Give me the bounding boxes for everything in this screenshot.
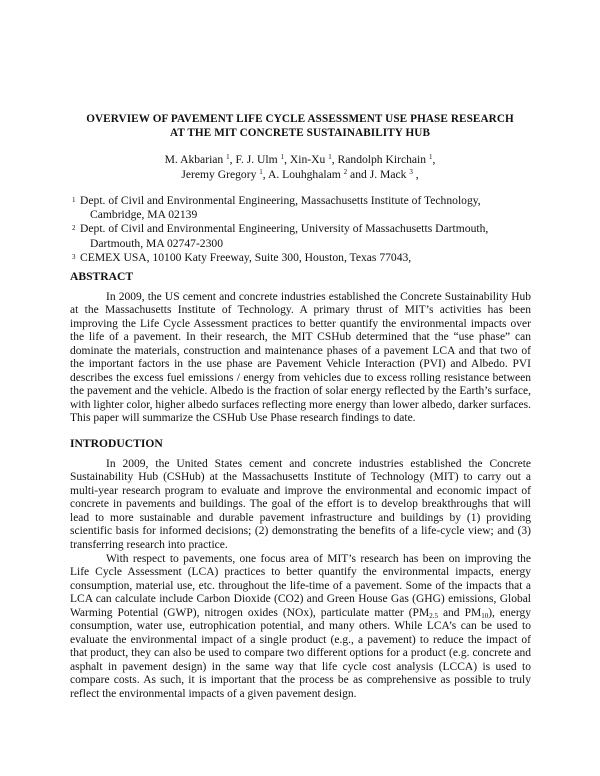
author-list	[70, 153, 530, 182]
author-name: Jeremy Gregory	[181, 167, 257, 181]
paragraph-text: With respect to pavements, one focus area of MIT’s research has been on improving the Life Cycle Assessment (LCA) practices to better quantify the environmental impacts, energy consumption, material use, etc. throughout the life-time of a pavement. Some of the impacts that a LCA can calculate include Carbon Dioxide (CO2) and Green House Gas (GHG) emissions, Global Warming Potential (GWP), nitrogen oxides (NOx), particulate matter (PM	[70, 553, 531, 619]
affiliation-text: CEMEX USA, 10100 Katy Freeway, Suite 300, Houston, Texas 77043,	[80, 250, 412, 264]
introduction-paragraph-1: In 2009, the United States cement and concrete industries established the Concrete Sustainability Hub (CSHub) at the Massachusetts Institute of Technology (MIT) to carry out a multi-year research program to evaluate and improve the environmental and economic impact of concrete in pavements and buildings. The goal of the effort is to develop breakthroughs that will lead to more sustainable and durable pavement infrastructure and buildings by (1) providing scientific basis for informed decisions; (2) demonstrating the benefits of a life-cycle view; and (3) transferring research into practice.	[70, 458, 531, 551]
author-name: A. Louhghalam	[267, 167, 341, 181]
affiliation-2: 2 Dept. of Civil and Environmental Engineering, University of Massachusetts Dartmouth, Dartmouth, MA 02747-2300	[70, 222, 540, 250]
author-name: Xin-Xu	[289, 153, 326, 166]
affiliation-address: Cambridge, MA 02139	[90, 208, 198, 222]
author-name: Randolph Kirchain	[337, 153, 427, 166]
author-affiliation-mark: 1	[428, 153, 433, 161]
author-separator: ,	[262, 167, 268, 181]
author-name: M. Akbarian	[164, 153, 224, 166]
author-name: J. Mack	[369, 167, 407, 181]
author-affiliation-mark: 1	[259, 167, 263, 176]
affiliation-text: Dept. of Civil and Environmental Engineering, University of Massachusetts Dartmouth,	[80, 222, 489, 236]
introduction-paragraph-2	[70, 553, 531, 701]
author-separator: ,	[432, 153, 436, 166]
title-line-1: OVERVIEW OF PAVEMENT LIFE CYCLE ASSESSMENT USE PHASE RESEARCH	[86, 113, 514, 125]
pm25-subscript: 2.5	[429, 611, 438, 620]
introduction-heading: INTRODUCTION	[70, 437, 163, 450]
author-affiliation-mark: 1	[280, 153, 285, 161]
abstract-paragraph: In 2009, the US cement and concrete industries established the Concrete Sustainability Hub at the Massachusetts Institute of Technology. A primary thrust of MIT’s activities has been improving the Life Cycle Assessment practices to better quantify the environmental impacts over the life of a pavement. In their research, the MIT CSHub determined that the “use phase” can dominate the materials, construction and maintenance phases of a pavement LCA and that two of the important factors in the use phase are Pavement Vehicle Interaction (PVI) and Albedo. PVI describes the excess fuel emissions / energy from vehicles due to excess rolling resistance between the pavement and the vehicle. Albedo is the fraction of solar energy reflected by the Earth’s surface, with lighter color, higher albedo surfaces reflecting more energy than lower albedo, darker surfaces. This paper will summarize the CSHub Use Phase research findings to date.	[70, 291, 531, 425]
affiliation-address: Dartmouth, MA 02747-2300	[90, 236, 223, 250]
author-affiliation-mark: 1	[226, 153, 230, 161]
author-separator: ,	[229, 153, 236, 166]
author-separator: ,	[284, 153, 290, 166]
paper-title	[70, 112, 530, 140]
author-separator: and	[347, 167, 370, 181]
author-line-1	[70, 153, 530, 168]
author-affiliation-mark: 3	[409, 167, 413, 176]
paragraph-text: ), energy consumption, water use, eutrophication potential, and many others. While LCA’s can be used to evaluate the environmental impact of a single product (e.g., a pavement) to reduce the impact of that product, they can also be used to compare two different options for a product (e.g. concrete and asphalt in pavement design) in the same way that life cycle cost analysis (LCCA) is used to compare costs. As such, it is important that the process be as comprehensive as possible to truly reflect the environmental impacts of a given pavement design.	[70, 606, 532, 700]
author-name: F. J. Ulm	[235, 153, 278, 166]
affiliation-list	[70, 194, 540, 265]
author-affiliation-mark: 2	[343, 167, 348, 176]
title-line-2: AT THE MIT CONCRETE SUSTAINABILITY HUB	[169, 127, 431, 139]
paragraph-text: and PM	[437, 606, 482, 619]
affiliation-1: 1 Dept. of Civil and Environmental Engineering, Massachusetts Institute of Technology, Cambridge, MA 02139	[70, 194, 540, 222]
affiliation-text: Dept. of Civil and Environmental Engineering, Massachusetts Institute of Technology,	[80, 194, 481, 207]
author-separator: ,	[412, 167, 419, 181]
author-line-2	[70, 168, 530, 183]
abstract-heading: ABSTRACT	[70, 270, 134, 283]
pm10-subscript: 10	[481, 611, 489, 620]
author-separator: ,	[331, 153, 338, 166]
affiliation-3: 3 CEMEX USA, 10100 Katy Freeway, Suite 300, Houston, Texas 77043,	[70, 251, 540, 265]
author-affiliation-mark: 1	[328, 153, 332, 161]
